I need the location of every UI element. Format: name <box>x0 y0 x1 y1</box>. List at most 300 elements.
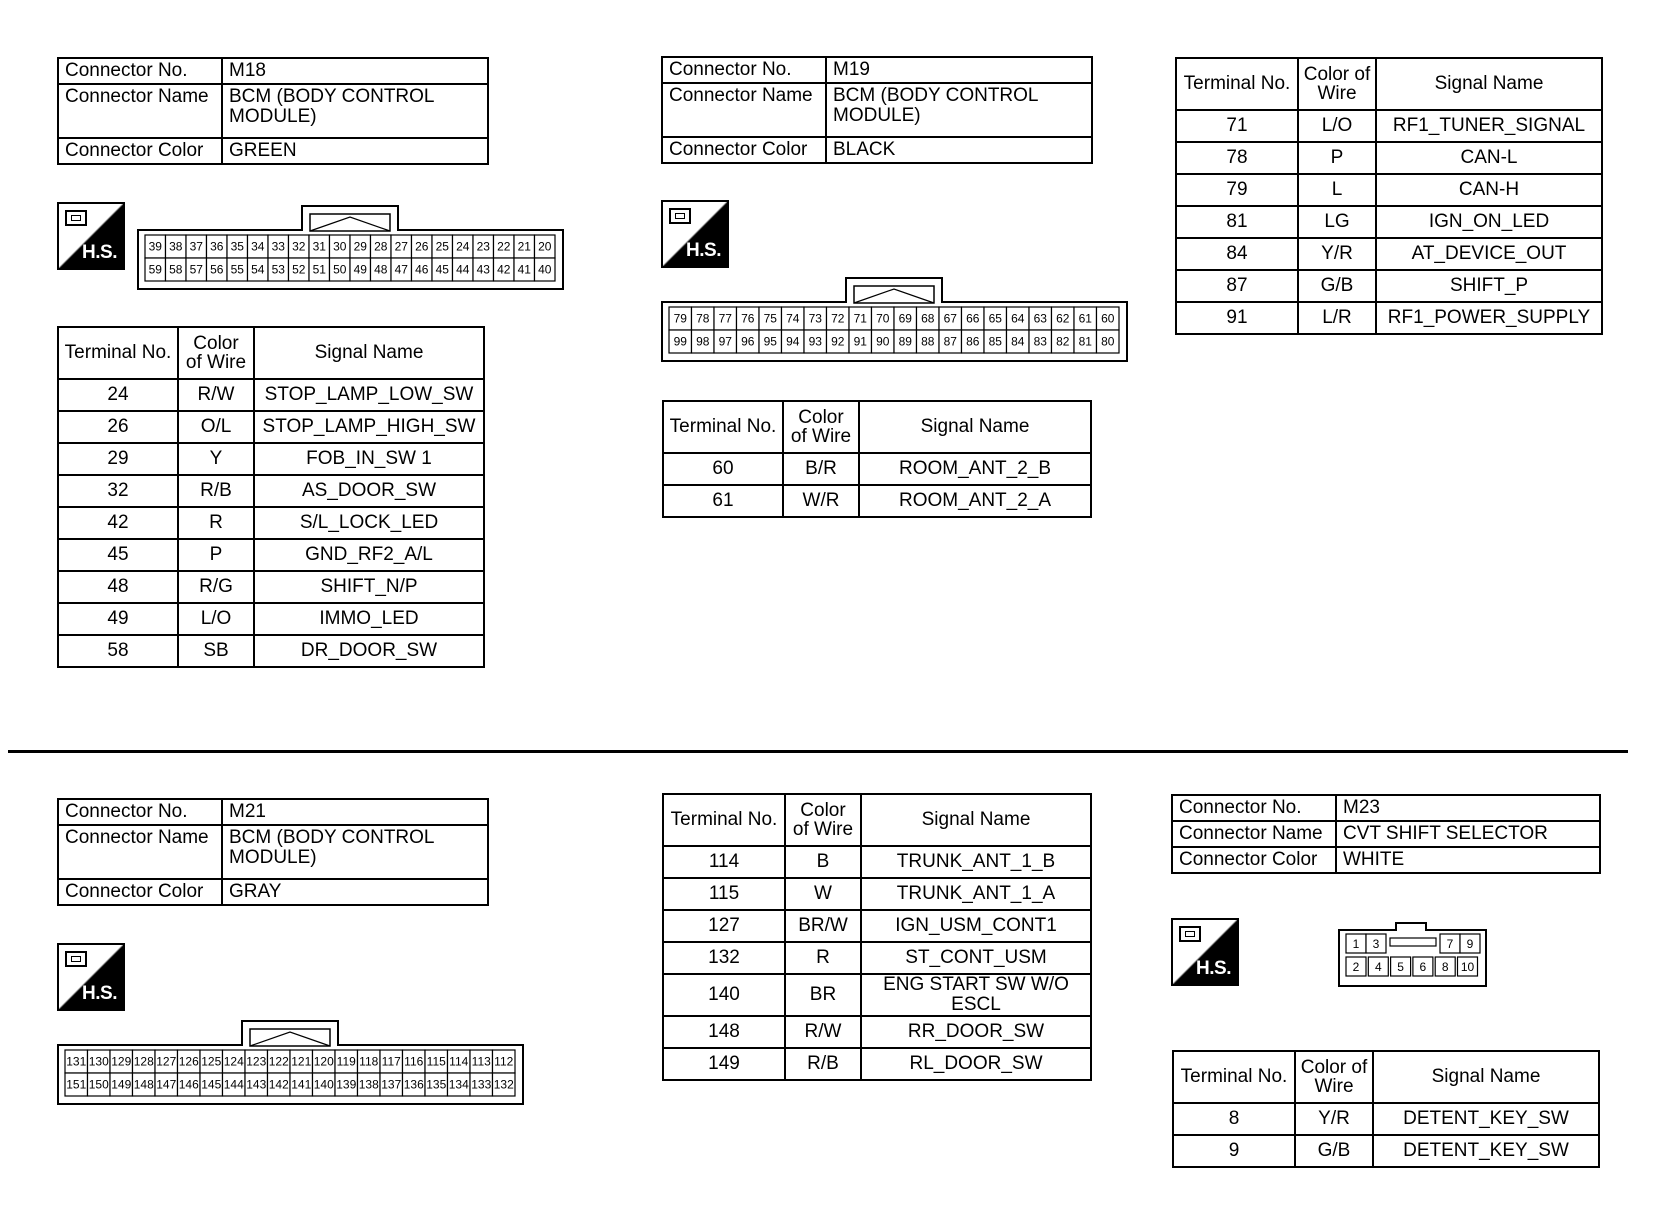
pin-number: 42 <box>497 262 511 277</box>
pin-number: 29 <box>353 239 367 254</box>
signal-name-cell: ROOM_ANT_2_B <box>859 453 1091 485</box>
wire-color-cell: P <box>178 539 254 571</box>
pin-number: 62 <box>1056 311 1070 326</box>
signal-name-cell: CAN-L <box>1376 142 1602 174</box>
signal-name-cell: AT_DEVICE_OUT <box>1376 238 1602 270</box>
m18-signal-table <box>57 326 485 668</box>
signal-name-cell: IGN_USM_CONT1 <box>861 910 1091 942</box>
table-row <box>663 1048 1091 1080</box>
table-row <box>1176 302 1602 334</box>
pin-number: 142 <box>268 1077 289 1092</box>
connector-no-value: M18 <box>222 58 488 84</box>
pin-number: 139 <box>336 1077 357 1092</box>
connector-no-value: M19 <box>826 57 1092 83</box>
terminal-no-cell: 48 <box>58 571 178 603</box>
signal-name-header: Signal Name <box>254 327 484 379</box>
m21-connector-face <box>57 1020 525 1106</box>
pin-number: 64 <box>1011 311 1025 326</box>
wire-color-cell: R/G <box>178 571 254 603</box>
signal-name-cell: ROOM_ANT_2_A <box>859 485 1091 517</box>
table-row <box>1176 174 1602 206</box>
pin-number: 44 <box>456 262 470 277</box>
pin-number: 41 <box>517 262 531 277</box>
pin-number: 46 <box>415 262 429 277</box>
terminal-no-cell: 127 <box>663 910 785 942</box>
connector-no-label: Connector No. <box>662 57 826 83</box>
pin-number: 21 <box>517 239 531 254</box>
pin-number: 138 <box>358 1077 379 1092</box>
m21-signal-table <box>662 793 1092 1081</box>
terminal-no-cell: 71 <box>1176 110 1298 142</box>
m19-connector-face <box>661 277 1129 363</box>
signal-name-cell: DR_DOOR_SW <box>254 635 484 667</box>
wire-color-cell: L/O <box>178 603 254 635</box>
pin-number: 131 <box>66 1054 87 1069</box>
m19-signal-table-a <box>662 400 1092 518</box>
terminal-no-cell: 114 <box>663 846 785 878</box>
table-row <box>1173 1103 1599 1135</box>
pin-number: 124 <box>223 1054 244 1069</box>
wire-color-cell: Y/R <box>1295 1103 1373 1135</box>
wire-color-cell: B <box>785 846 861 878</box>
wire-color-cell: R/W <box>178 379 254 411</box>
pin-number: 116 <box>404 1054 424 1069</box>
pin-number: 125 <box>201 1054 222 1069</box>
pin-number: 149 <box>111 1077 132 1092</box>
connector-no-value: M21 <box>222 799 488 825</box>
signal-name-cell: GND_RF2_A/L <box>254 539 484 571</box>
connector-color-label: Connector Color <box>1172 847 1336 873</box>
hs-label: H.S. <box>1196 958 1231 979</box>
table-row <box>663 942 1091 974</box>
pin-number: 26 <box>415 239 429 254</box>
signal-name-cell: CAN-H <box>1376 174 1602 206</box>
pin-number: 132 <box>493 1077 514 1092</box>
pin-number: 51 <box>312 262 326 277</box>
pin-number: 39 <box>148 239 162 254</box>
pin-number: 143 <box>246 1077 267 1092</box>
color-of-wire-header: Color of Wire <box>1298 58 1376 110</box>
terminal-no-cell: 81 <box>1176 206 1298 238</box>
wire-color-cell: B/R <box>783 453 859 485</box>
color-of-wire-header: Color of Wire <box>1295 1051 1373 1103</box>
pin-number: 85 <box>988 334 1002 349</box>
pin-number: 60 <box>1101 311 1115 326</box>
pin-number: 117 <box>381 1054 401 1069</box>
pin-number: 113 <box>471 1054 491 1069</box>
pin-number: 72 <box>831 311 845 326</box>
pin-number: 140 <box>313 1077 334 1092</box>
table-row <box>58 443 484 475</box>
m23-connector-face <box>1338 922 1488 988</box>
pin-number: 146 <box>178 1077 199 1092</box>
m18-connector-info <box>57 57 489 165</box>
pin-number: 36 <box>210 239 224 254</box>
table-row <box>663 453 1091 485</box>
pin-number: 134 <box>448 1077 469 1092</box>
pin-number: 96 <box>741 334 755 349</box>
pin-number: 68 <box>921 311 935 326</box>
pin-number: 69 <box>898 311 912 326</box>
table-row <box>1176 238 1602 270</box>
signal-name-header: Signal Name <box>861 794 1091 846</box>
pin-number: 5 <box>1397 960 1404 974</box>
terminal-no-cell: 132 <box>663 942 785 974</box>
terminal-no-cell: 45 <box>58 539 178 571</box>
wire-color-cell: O/L <box>178 411 254 443</box>
pin-number: 88 <box>921 334 935 349</box>
signal-name-cell: TRUNK_ANT_1_B <box>861 846 1091 878</box>
pin-number: 34 <box>251 239 265 254</box>
signal-name-cell: SHIFT_P <box>1376 270 1602 302</box>
pin-number: 3 <box>1372 937 1380 951</box>
connector-color-label: Connector Color <box>58 879 222 905</box>
m18-connector-face <box>137 205 565 291</box>
terminal-no-cell: 26 <box>58 411 178 443</box>
signal-name-header: Signal Name <box>1376 58 1602 110</box>
pin-number: 55 <box>230 262 244 277</box>
pin-number: 79 <box>673 311 687 326</box>
pin-number: 99 <box>673 334 687 349</box>
table-row <box>58 475 484 507</box>
m19-connector-info <box>661 56 1093 164</box>
pin-number: 54 <box>251 262 265 277</box>
harness-side-icon <box>57 943 125 1011</box>
terminal-no-cell: 9 <box>1173 1135 1295 1167</box>
pin-number: 35 <box>230 239 244 254</box>
connector-color-value: GRAY <box>222 879 488 905</box>
signal-name-cell: ENG START SW W/O ESCL <box>861 974 1091 1016</box>
pin-number: 91 <box>853 334 867 349</box>
pin-number: 53 <box>271 262 285 277</box>
pin-number: 92 <box>831 334 845 349</box>
harness-side-icon <box>1171 918 1239 986</box>
connector-symbol-icon <box>669 208 691 224</box>
pin-number: 129 <box>111 1054 132 1069</box>
pin-number: 147 <box>156 1077 177 1092</box>
table-row <box>663 485 1091 517</box>
signal-name-cell: S/L_LOCK_LED <box>254 507 484 539</box>
pin-number: 58 <box>169 262 183 277</box>
pin-number: 137 <box>381 1077 402 1092</box>
signal-name-cell: RF1_TUNER_SIGNAL <box>1376 110 1602 142</box>
pin-number: 40 <box>538 262 552 277</box>
wire-color-cell: P <box>1298 142 1376 174</box>
connector-name-label: Connector Name <box>58 825 222 879</box>
wire-color-cell: BR <box>785 974 861 1016</box>
pin-number: 128 <box>133 1054 154 1069</box>
pin-number: 83 <box>1033 334 1047 349</box>
terminal-no-cell: 84 <box>1176 238 1298 270</box>
pin-number: 133 <box>471 1077 492 1092</box>
pin-number: 126 <box>178 1054 199 1069</box>
pin-number: 86 <box>966 334 980 349</box>
table-row <box>58 635 484 667</box>
m21-connector-info <box>57 798 489 906</box>
table-row <box>663 974 1091 1016</box>
table-row <box>58 507 484 539</box>
pin-number: 50 <box>333 262 347 277</box>
signal-name-cell: IMMO_LED <box>254 603 484 635</box>
terminal-no-cell: 140 <box>663 974 785 1016</box>
signal-name-cell: STOP_LAMP_LOW_SW <box>254 379 484 411</box>
pin-number: 94 <box>786 334 800 349</box>
pin-number: 118 <box>359 1054 379 1069</box>
pin-number: 49 <box>353 262 367 277</box>
pin-number: 32 <box>292 239 306 254</box>
connector-no-label: Connector No. <box>58 799 222 825</box>
terminal-no-cell: 58 <box>58 635 178 667</box>
table-row <box>663 910 1091 942</box>
table-row <box>58 379 484 411</box>
pin-number: 8 <box>1441 960 1449 974</box>
pin-number: 33 <box>271 239 285 254</box>
pin-number: 38 <box>169 239 183 254</box>
signal-name-header: Signal Name <box>1373 1051 1599 1103</box>
wire-color-cell: W/R <box>783 485 859 517</box>
pin-number: 27 <box>394 239 408 254</box>
terminal-no-header: Terminal No. <box>663 794 785 846</box>
pin-number: 151 <box>66 1077 87 1092</box>
hs-label: H.S. <box>82 983 117 1004</box>
wire-color-cell: R/W <box>785 1016 861 1048</box>
terminal-no-header: Terminal No. <box>58 327 178 379</box>
color-of-wire-header: Color of Wire <box>783 401 859 453</box>
pin-number: 93 <box>808 334 822 349</box>
pin-number: 56 <box>210 262 224 277</box>
terminal-no-cell: 42 <box>58 507 178 539</box>
connector-name-label: Connector Name <box>1172 821 1336 847</box>
pin-number: 120 <box>313 1054 334 1069</box>
connector-name-value: CVT SHIFT SELECTOR <box>1336 821 1600 847</box>
pin-number: 37 <box>189 239 203 254</box>
connector-name-label: Connector Name <box>58 84 222 138</box>
pin-number: 127 <box>156 1054 177 1069</box>
wire-color-cell: L/R <box>1298 302 1376 334</box>
signal-name-cell: FOB_IN_SW 1 <box>254 443 484 475</box>
pin-number: 121 <box>291 1054 312 1069</box>
pin-number: 136 <box>403 1077 424 1092</box>
pin-number: 97 <box>718 334 732 349</box>
pin-number: 31 <box>312 239 326 254</box>
connector-name-value: BCM (BODY CONTROL MODULE) <box>826 83 1092 137</box>
pin-number: 115 <box>426 1054 446 1069</box>
wire-color-cell: BR/W <box>785 910 861 942</box>
terminal-no-cell: 29 <box>58 443 178 475</box>
pin-number: 87 <box>943 334 957 349</box>
pin-number: 71 <box>853 311 867 326</box>
pin-number: 130 <box>88 1054 109 1069</box>
pin-number: 119 <box>336 1054 356 1069</box>
pin-number: 24 <box>456 239 470 254</box>
signal-name-cell: IGN_ON_LED <box>1376 206 1602 238</box>
pin-number: 74 <box>786 311 800 326</box>
table-row <box>1176 142 1602 174</box>
pin-number: 80 <box>1101 334 1115 349</box>
connector-name-label: Connector Name <box>662 83 826 137</box>
connector-no-value: M23 <box>1336 795 1600 821</box>
pin-number: 45 <box>435 262 449 277</box>
terminal-no-header: Terminal No. <box>1176 58 1298 110</box>
color-of-wire-header: Color of Wire <box>178 327 254 379</box>
wire-color-cell: LG <box>1298 206 1376 238</box>
terminal-no-cell: 79 <box>1176 174 1298 206</box>
connector-no-label: Connector No. <box>1172 795 1336 821</box>
signal-name-cell: RR_DOOR_SW <box>861 1016 1091 1048</box>
pin-number: 1 <box>1352 937 1360 951</box>
pin-number: 135 <box>426 1077 447 1092</box>
connector-symbol-icon <box>65 210 87 226</box>
wire-color-cell: SB <box>178 635 254 667</box>
terminal-no-cell: 78 <box>1176 142 1298 174</box>
wire-color-cell: R/B <box>178 475 254 507</box>
terminal-no-header: Terminal No. <box>663 401 783 453</box>
terminal-no-cell: 49 <box>58 603 178 635</box>
terminal-no-cell: 60 <box>663 453 783 485</box>
pin-number: 70 <box>876 311 890 326</box>
hs-label: H.S. <box>82 242 117 263</box>
pin-number: 98 <box>696 334 710 349</box>
connector-name-value: BCM (BODY CONTROL MODULE) <box>222 825 488 879</box>
pin-number: 43 <box>476 262 490 277</box>
harness-side-icon <box>661 200 729 268</box>
terminal-no-cell: 32 <box>58 475 178 507</box>
table-row <box>663 1016 1091 1048</box>
terminal-no-header: Terminal No. <box>1173 1051 1295 1103</box>
table-row <box>1176 206 1602 238</box>
pin-number: 28 <box>374 239 388 254</box>
terminal-no-cell: 87 <box>1176 270 1298 302</box>
pin-number: 2 <box>1352 960 1360 974</box>
pin-number: 90 <box>876 334 890 349</box>
pin-number: 20 <box>538 239 552 254</box>
pin-number: 145 <box>201 1077 222 1092</box>
signal-name-cell: TRUNK_ANT_1_A <box>861 878 1091 910</box>
pin-number: 57 <box>189 262 203 277</box>
pin-number: 66 <box>966 311 980 326</box>
pin-number: 73 <box>808 311 822 326</box>
wire-color-cell: G/B <box>1298 270 1376 302</box>
pin-number: 89 <box>898 334 912 349</box>
pin-number: 148 <box>133 1077 154 1092</box>
wire-color-cell: R <box>178 507 254 539</box>
pin-number: 65 <box>988 311 1002 326</box>
wire-color-cell: G/B <box>1295 1135 1373 1167</box>
table-row <box>1176 110 1602 142</box>
table-row <box>58 539 484 571</box>
pin-number: 63 <box>1033 311 1047 326</box>
signal-name-cell: STOP_LAMP_HIGH_SW <box>254 411 484 443</box>
signal-name-cell: SHIFT_N/P <box>254 571 484 603</box>
pin-number: 10 <box>1460 960 1475 974</box>
table-row <box>58 411 484 443</box>
pin-number: 82 <box>1056 334 1070 349</box>
pin-number: 9 <box>1466 937 1474 951</box>
pin-number: 95 <box>763 334 777 349</box>
terminal-no-cell: 115 <box>663 878 785 910</box>
pin-number: 48 <box>374 262 388 277</box>
terminal-no-cell: 61 <box>663 485 783 517</box>
wire-color-cell: W <box>785 878 861 910</box>
wire-color-cell: L <box>1298 174 1376 206</box>
signal-name-cell: DETENT_KEY_SW <box>1373 1135 1599 1167</box>
signal-name-header: Signal Name <box>859 401 1091 453</box>
connector-color-value: GREEN <box>222 138 488 164</box>
pin-number: 150 <box>88 1077 109 1092</box>
connector-name-value: BCM (BODY CONTROL MODULE) <box>222 84 488 138</box>
terminal-no-cell: 8 <box>1173 1103 1295 1135</box>
pin-number: 7 <box>1446 937 1454 951</box>
connector-no-label: Connector No. <box>58 58 222 84</box>
connector-color-label: Connector Color <box>58 138 222 164</box>
m19-signal-table-b <box>1175 57 1603 335</box>
pin-number: 23 <box>476 239 490 254</box>
m23-connector-info <box>1171 794 1601 874</box>
table-row <box>663 846 1091 878</box>
connector-color-value: BLACK <box>826 137 1092 163</box>
signal-name-cell: AS_DOOR_SW <box>254 475 484 507</box>
pin-number: 59 <box>148 262 162 277</box>
terminal-no-cell: 24 <box>58 379 178 411</box>
connector-color-value: WHITE <box>1336 847 1600 873</box>
color-of-wire-header: Color of Wire <box>785 794 861 846</box>
terminal-no-cell: 149 <box>663 1048 785 1080</box>
pin-number: 22 <box>497 239 511 254</box>
wire-color-cell: Y/R <box>1298 238 1376 270</box>
pin-number: 30 <box>333 239 347 254</box>
pin-number: 123 <box>246 1054 267 1069</box>
wire-color-cell: Y <box>178 443 254 475</box>
connector-color-label: Connector Color <box>662 137 826 163</box>
signal-name-cell: DETENT_KEY_SW <box>1373 1103 1599 1135</box>
pin-number: 77 <box>718 311 732 326</box>
pin-number: 141 <box>291 1077 312 1092</box>
connector-symbol-icon <box>1179 926 1201 942</box>
pin-number: 4 <box>1374 960 1382 974</box>
signal-name-cell: ST_CONT_USM <box>861 942 1091 974</box>
connector-symbol-icon <box>65 951 87 967</box>
terminal-no-cell: 148 <box>663 1016 785 1048</box>
signal-name-cell: RL_DOOR_SW <box>861 1048 1091 1080</box>
harness-side-icon <box>57 202 125 270</box>
pin-number: 114 <box>449 1054 469 1069</box>
pin-number: 75 <box>763 311 777 326</box>
pin-number: 112 <box>494 1054 514 1069</box>
table-row <box>663 878 1091 910</box>
wire-color-cell: R/B <box>785 1048 861 1080</box>
pin-number: 144 <box>223 1077 244 1092</box>
pin-number: 67 <box>943 311 957 326</box>
table-row <box>58 603 484 635</box>
table-row <box>1176 270 1602 302</box>
section-divider <box>8 750 1628 753</box>
pin-number: 25 <box>435 239 449 254</box>
terminal-no-cell: 91 <box>1176 302 1298 334</box>
pin-number: 122 <box>268 1054 289 1069</box>
pin-number: 81 <box>1078 334 1092 349</box>
pin-number: 52 <box>292 262 306 277</box>
pin-number: 47 <box>394 262 408 277</box>
m23-signal-table <box>1172 1050 1600 1168</box>
signal-name-cell: RF1_POWER_SUPPLY <box>1376 302 1602 334</box>
table-row <box>1173 1135 1599 1167</box>
pin-number: 78 <box>696 311 710 326</box>
pin-number: 61 <box>1078 311 1092 326</box>
table-row <box>58 571 484 603</box>
hs-label: H.S. <box>686 240 721 261</box>
wire-color-cell: R <box>785 942 861 974</box>
pin-number: 84 <box>1011 334 1025 349</box>
